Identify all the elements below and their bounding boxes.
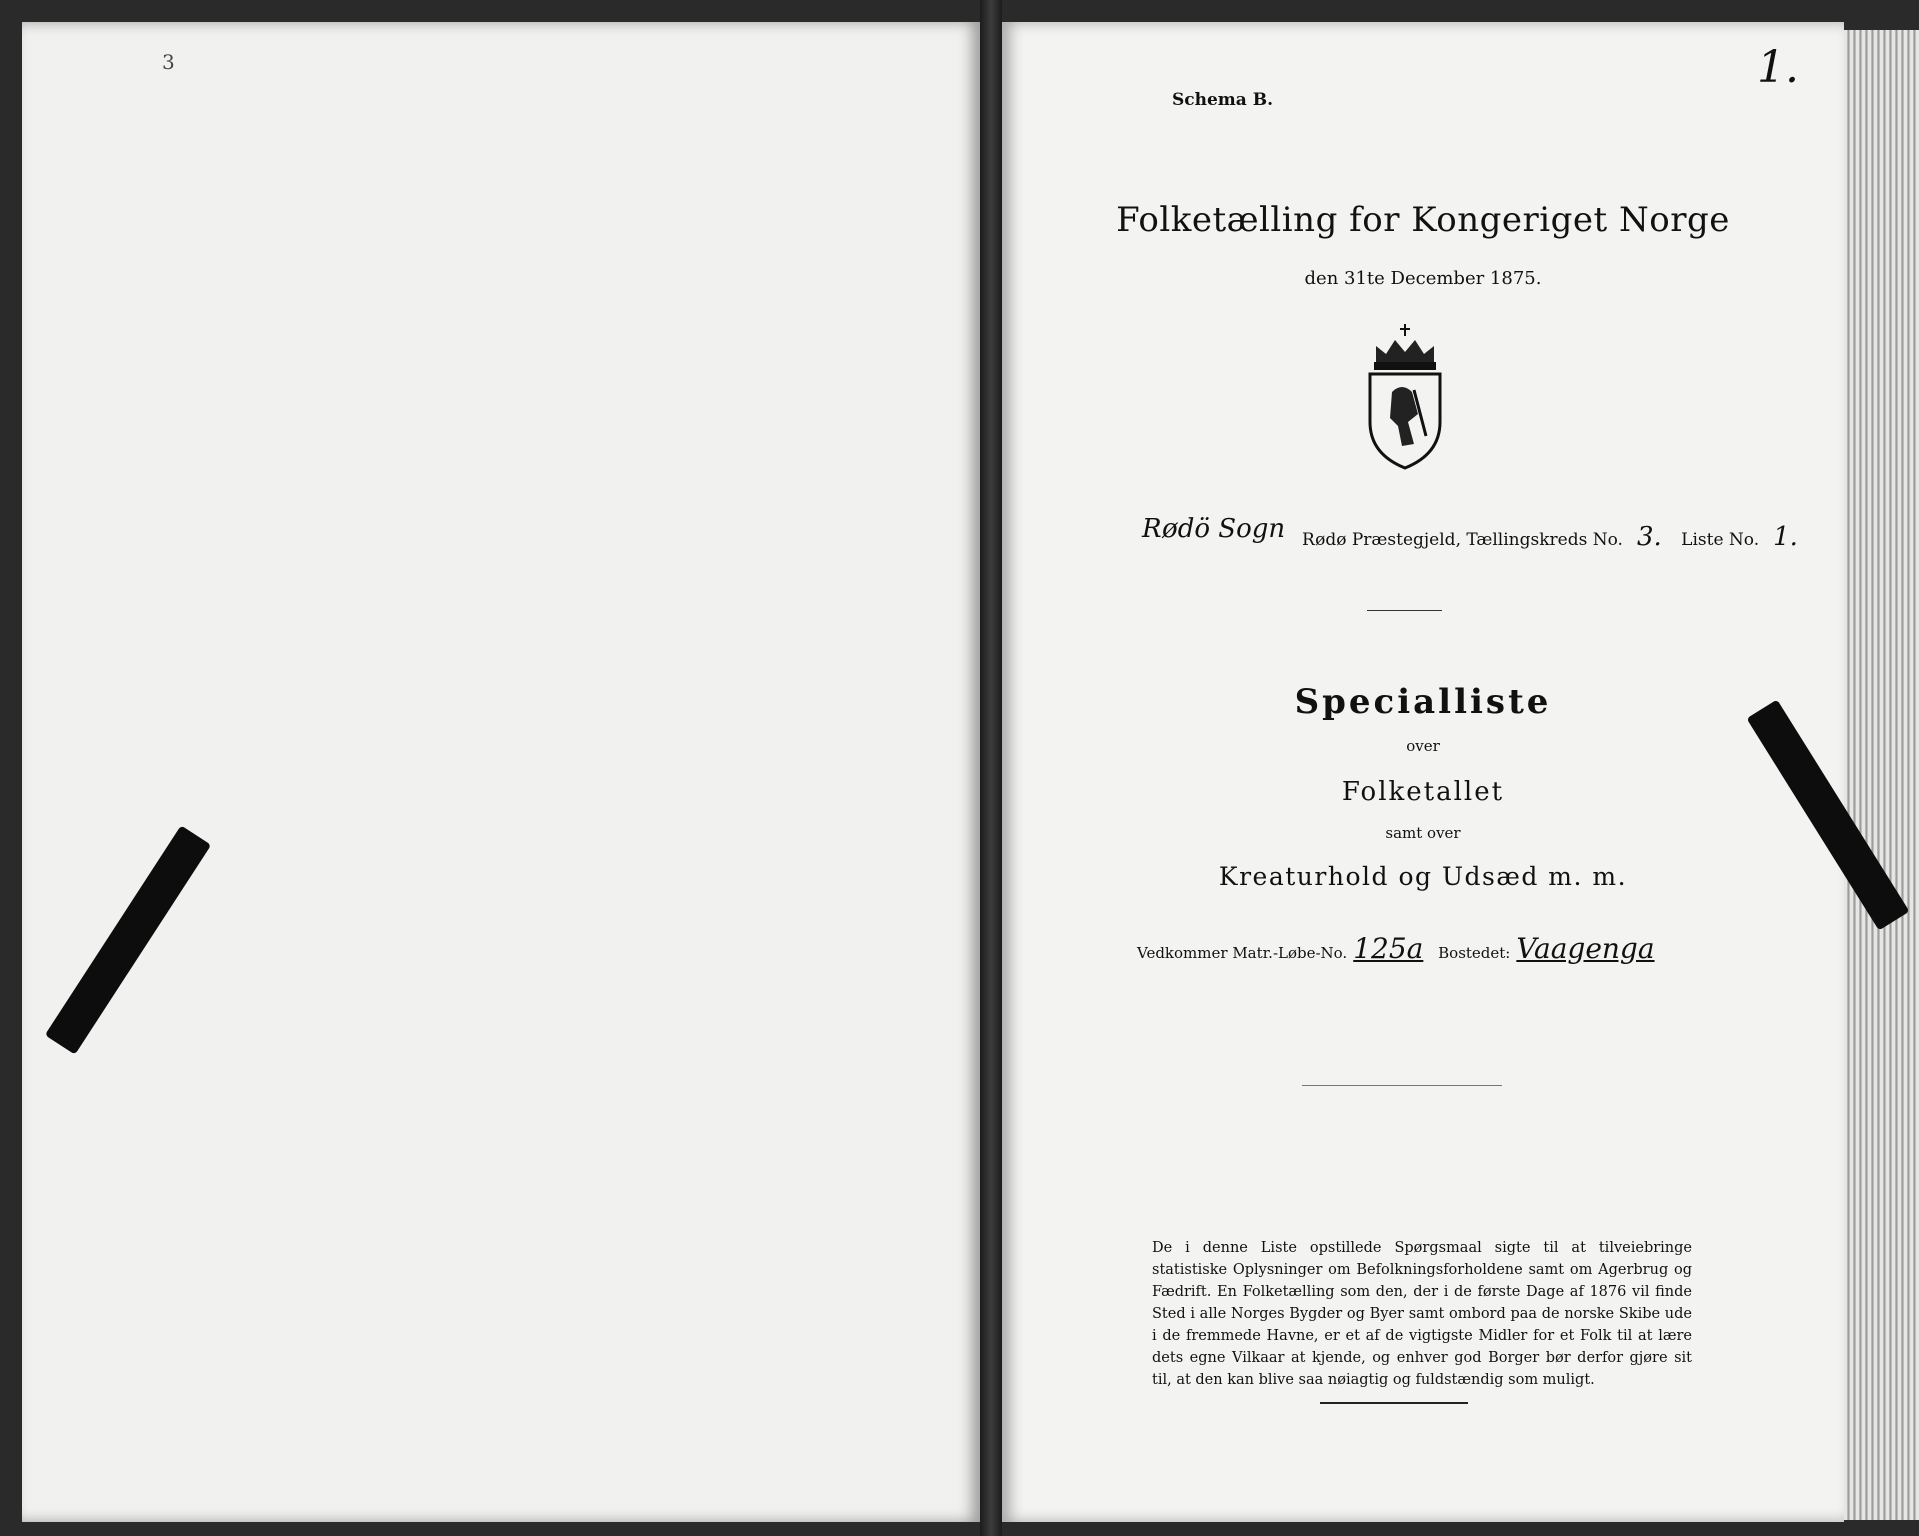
schema-label: Schema B. (1172, 90, 1274, 110)
book-gutter (980, 0, 1002, 1536)
divider (1367, 610, 1442, 611)
samt-over-text: samt over (1385, 824, 1461, 842)
page-number: 1. (1757, 42, 1799, 93)
right-page (1002, 22, 1844, 1522)
bosted-value: Vaagenga (1516, 932, 1655, 965)
kreds-number: 3. (1636, 522, 1662, 552)
page-subtitle: den 31te December 1875. (1304, 268, 1542, 289)
matrikkel-line (1137, 932, 1665, 965)
divider (1320, 1402, 1468, 1404)
prestegjeld-label: Rødø Præstegjeld, (1302, 530, 1461, 550)
kreds-label: Tællingskreds No. (1466, 530, 1623, 550)
liste-number: 1. (1773, 522, 1798, 552)
page-title: Folketælling for Kongeriget Norge (1116, 200, 1730, 240)
specialliste-heading: Specialliste (1294, 682, 1552, 722)
divider (1302, 1085, 1502, 1086)
handwritten-parish: Rødö Sogn (1142, 514, 1286, 544)
bosted-label: Bostedet: (1438, 944, 1511, 962)
liste-label: Liste No. (1681, 530, 1760, 550)
parish-line (1302, 522, 1812, 552)
matr-label: Vedkommer Matr.-Løbe-No. (1137, 944, 1348, 962)
folketallet-heading: Folketallet (1341, 777, 1505, 807)
over-text: over (1406, 737, 1440, 755)
matr-value: 125a (1353, 932, 1424, 965)
instruction-paragraph: De i denne Liste opstillede Spørgsmaal sigte til at tilveiebringe statistiske Oplysninger om Befolkningsforholdene samt om Agerbrug og Fædrift. En Folketælling som den, der i de første Dage af 1876 vil finde Sted i alle Norges Bygder og Byer samt ombord paa de norske Skibe ude i de fremmede Havne, er et af de vigtigste Midler for et Folk til at lære dets egne Vilkaar at kjende, og enhver god Borger bør derfor gjøre sit til, at den kan blive saa nøiagtig og fuldstændig som muligt. (1152, 1239, 1692, 1388)
left-page (22, 22, 980, 1522)
left-margin-mark: 3 (162, 50, 175, 74)
page-edges (1844, 30, 1919, 1520)
kreaturhold-heading: Kreaturhold og Udsæd m. m. (1218, 862, 1628, 891)
coat-of-arms-icon (1362, 322, 1448, 472)
